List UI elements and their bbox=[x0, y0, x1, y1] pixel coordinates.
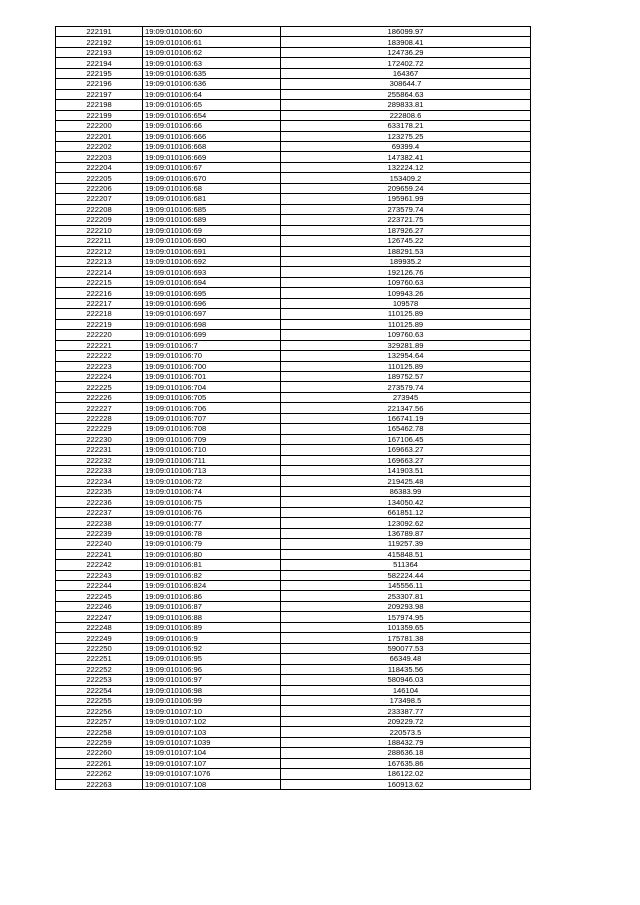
cadastral-number-cell: 19:09:010106:706 bbox=[143, 403, 281, 413]
cadastral-value-cell: 288636.18 bbox=[281, 748, 531, 758]
cadastral-number-cell: 19:09:010106:65 bbox=[143, 100, 281, 110]
cadastral-value-cell: 511364 bbox=[281, 560, 531, 570]
row-number-cell: 222219 bbox=[56, 319, 143, 329]
cadastral-number-cell: 19:09:010106:636 bbox=[143, 79, 281, 89]
table-row bbox=[56, 445, 531, 455]
table-row bbox=[56, 361, 531, 371]
cadastral-value-cell: 109760.63 bbox=[281, 277, 531, 287]
cadastral-value-cell: 220573.5 bbox=[281, 727, 531, 737]
cadastral-value-cell: 175781.38 bbox=[281, 633, 531, 643]
cadastral-number-cell: 19:09:010106:68 bbox=[143, 183, 281, 193]
table-row bbox=[56, 424, 531, 434]
cadastral-number-cell: 19:09:010106:66 bbox=[143, 121, 281, 131]
cadastral-value-cell: 253307.81 bbox=[281, 591, 531, 601]
table-row bbox=[56, 392, 531, 402]
table-row bbox=[56, 612, 531, 622]
row-number-cell: 222225 bbox=[56, 382, 143, 392]
cadastral-number-cell: 19:09:010107:10 bbox=[143, 706, 281, 716]
cadastral-value-cell: 590077.53 bbox=[281, 643, 531, 653]
table-row bbox=[56, 47, 531, 57]
row-number-cell: 222262 bbox=[56, 769, 143, 779]
table-row bbox=[56, 351, 531, 361]
row-number-cell: 222244 bbox=[56, 581, 143, 591]
table-row bbox=[56, 654, 531, 664]
cadastral-value-table-sheet bbox=[55, 26, 531, 790]
table-row bbox=[56, 204, 531, 214]
table-row bbox=[56, 685, 531, 695]
cadastral-number-cell: 19:09:010106:81 bbox=[143, 560, 281, 570]
cadastral-number-cell: 19:09:010106:79 bbox=[143, 539, 281, 549]
cadastral-number-cell: 19:09:010106:691 bbox=[143, 246, 281, 256]
row-number-cell: 222202 bbox=[56, 141, 143, 151]
table-row bbox=[56, 121, 531, 131]
row-number-cell: 222237 bbox=[56, 507, 143, 517]
cadastral-value-cell: 192126.76 bbox=[281, 267, 531, 277]
row-number-cell: 222213 bbox=[56, 256, 143, 266]
table-row bbox=[56, 748, 531, 758]
row-number-cell: 222247 bbox=[56, 612, 143, 622]
row-number-cell: 222227 bbox=[56, 403, 143, 413]
cadastral-value-cell: 219425.48 bbox=[281, 476, 531, 486]
table-row bbox=[56, 507, 531, 517]
cadastral-value-cell: 221347.56 bbox=[281, 403, 531, 413]
cadastral-number-cell: 19:09:010106:67 bbox=[143, 162, 281, 172]
row-number-cell: 222204 bbox=[56, 162, 143, 172]
cadastral-number-cell: 19:09:010106:699 bbox=[143, 330, 281, 340]
table-row bbox=[56, 298, 531, 308]
cadastral-number-cell: 19:09:010106:74 bbox=[143, 486, 281, 496]
cadastral-value-cell: 580946.03 bbox=[281, 675, 531, 685]
cadastral-number-cell: 19:09:010106:697 bbox=[143, 309, 281, 319]
row-number-cell: 222192 bbox=[56, 37, 143, 47]
table-row bbox=[56, 58, 531, 68]
table-row bbox=[56, 236, 531, 246]
table-row bbox=[56, 371, 531, 381]
table-row bbox=[56, 68, 531, 78]
cadastral-value-cell: 109578 bbox=[281, 298, 531, 308]
table-row bbox=[56, 769, 531, 779]
table-row bbox=[56, 37, 531, 47]
row-number-cell: 222232 bbox=[56, 455, 143, 465]
cadastral-value-cell: 110125.89 bbox=[281, 309, 531, 319]
cadastral-number-cell: 19:09:010106:76 bbox=[143, 507, 281, 517]
cadastral-value-cell: 255864.63 bbox=[281, 89, 531, 99]
cadastral-number-cell: 19:09:010106:707 bbox=[143, 413, 281, 423]
cadastral-number-cell: 19:09:010106:88 bbox=[143, 612, 281, 622]
cadastral-value-cell: 308644.7 bbox=[281, 79, 531, 89]
cadastral-value-cell: 86383.99 bbox=[281, 486, 531, 496]
row-number-cell: 222208 bbox=[56, 204, 143, 214]
table-row bbox=[56, 256, 531, 266]
cadastral-number-cell: 19:09:010106:695 bbox=[143, 288, 281, 298]
row-number-cell: 222243 bbox=[56, 570, 143, 580]
table-row bbox=[56, 486, 531, 496]
table-row bbox=[56, 382, 531, 392]
table-row bbox=[56, 215, 531, 225]
cadastral-value-cell: 119257.39 bbox=[281, 539, 531, 549]
table-row bbox=[56, 173, 531, 183]
cadastral-value-cell: 165462.78 bbox=[281, 424, 531, 434]
row-number-cell: 222199 bbox=[56, 110, 143, 120]
row-number-cell: 222254 bbox=[56, 685, 143, 695]
table-row bbox=[56, 779, 531, 789]
cadastral-number-cell: 19:09:010106:685 bbox=[143, 204, 281, 214]
row-number-cell: 222255 bbox=[56, 696, 143, 706]
table-row bbox=[56, 737, 531, 747]
row-number-cell: 222252 bbox=[56, 664, 143, 674]
cadastral-number-cell: 19:09:010106:654 bbox=[143, 110, 281, 120]
cadastral-value-cell: 186099.97 bbox=[281, 27, 531, 37]
row-number-cell: 222235 bbox=[56, 486, 143, 496]
row-number-cell: 222200 bbox=[56, 121, 143, 131]
cadastral-value-cell: 289833.81 bbox=[281, 100, 531, 110]
row-number-cell: 222211 bbox=[56, 236, 143, 246]
cadastral-value-cell: 101359.65 bbox=[281, 622, 531, 632]
cadastral-number-cell: 19:09:010106:92 bbox=[143, 643, 281, 653]
table-row bbox=[56, 434, 531, 444]
cadastral-value-cell: 273579.74 bbox=[281, 204, 531, 214]
table-row bbox=[56, 476, 531, 486]
row-number-cell: 222218 bbox=[56, 309, 143, 319]
cadastral-value-cell: 189752.57 bbox=[281, 371, 531, 381]
cadastral-number-cell: 19:09:010106:9 bbox=[143, 633, 281, 643]
row-number-cell: 222228 bbox=[56, 413, 143, 423]
cadastral-value-cell: 223721.75 bbox=[281, 215, 531, 225]
cadastral-value-cell: 124736.29 bbox=[281, 47, 531, 57]
table-row bbox=[56, 539, 531, 549]
cadastral-number-cell: 19:09:010106:635 bbox=[143, 68, 281, 78]
cadastral-value-cell: 273579.74 bbox=[281, 382, 531, 392]
cadastral-number-cell: 19:09:010107:104 bbox=[143, 748, 281, 758]
cadastral-number-cell: 19:09:010106:700 bbox=[143, 361, 281, 371]
cadastral-number-cell: 19:09:010106:690 bbox=[143, 236, 281, 246]
cadastral-number-cell: 19:09:010106:82 bbox=[143, 570, 281, 580]
cadastral-number-cell: 19:09:010106:70 bbox=[143, 351, 281, 361]
cadastral-value-cell: 188291.53 bbox=[281, 246, 531, 256]
cadastral-number-cell: 19:09:010106:689 bbox=[143, 215, 281, 225]
cadastral-number-cell: 19:09:010107:103 bbox=[143, 727, 281, 737]
cadastral-value-cell: 169663.27 bbox=[281, 445, 531, 455]
table-row bbox=[56, 549, 531, 559]
table-row bbox=[56, 758, 531, 768]
table-row bbox=[56, 162, 531, 172]
row-number-cell: 222206 bbox=[56, 183, 143, 193]
row-number-cell: 222260 bbox=[56, 748, 143, 758]
cadastral-number-cell: 19:09:010106:60 bbox=[143, 27, 281, 37]
table-row bbox=[56, 79, 531, 89]
table-row bbox=[56, 340, 531, 350]
row-number-cell: 222223 bbox=[56, 361, 143, 371]
cadastral-number-cell: 19:09:010107:107 bbox=[143, 758, 281, 768]
table-row bbox=[56, 141, 531, 151]
cadastral-number-cell: 19:09:010106:78 bbox=[143, 528, 281, 538]
row-number-cell: 222233 bbox=[56, 466, 143, 476]
row-number-cell: 222248 bbox=[56, 622, 143, 632]
cadastral-value-cell: 164367 bbox=[281, 68, 531, 78]
table-row bbox=[56, 706, 531, 716]
row-number-cell: 222205 bbox=[56, 173, 143, 183]
cadastral-number-cell: 19:09:010107:1076 bbox=[143, 769, 281, 779]
row-number-cell: 222249 bbox=[56, 633, 143, 643]
cadastral-value-cell: 141903.51 bbox=[281, 466, 531, 476]
row-number-cell: 222253 bbox=[56, 675, 143, 685]
cadastral-value-cell: 109943.26 bbox=[281, 288, 531, 298]
row-number-cell: 222231 bbox=[56, 445, 143, 455]
row-number-cell: 222198 bbox=[56, 100, 143, 110]
table-row bbox=[56, 110, 531, 120]
row-number-cell: 222251 bbox=[56, 654, 143, 664]
row-number-cell: 222256 bbox=[56, 706, 143, 716]
row-number-cell: 222246 bbox=[56, 601, 143, 611]
row-number-cell: 222212 bbox=[56, 246, 143, 256]
cadastral-number-cell: 19:09:010106:693 bbox=[143, 267, 281, 277]
table-row bbox=[56, 581, 531, 591]
cadastral-value-cell: 186122.02 bbox=[281, 769, 531, 779]
row-number-cell: 222236 bbox=[56, 497, 143, 507]
cadastral-value-cell: 69399.4 bbox=[281, 141, 531, 151]
row-number-cell: 222258 bbox=[56, 727, 143, 737]
table-row bbox=[56, 497, 531, 507]
cadastral-value-cell: 146104 bbox=[281, 685, 531, 695]
table-row bbox=[56, 696, 531, 706]
cadastral-number-cell: 19:09:010106:824 bbox=[143, 581, 281, 591]
cadastral-number-cell: 19:09:010106:80 bbox=[143, 549, 281, 559]
cadastral-value-cell: 160913.62 bbox=[281, 779, 531, 789]
cadastral-value-cell: 66349.48 bbox=[281, 654, 531, 664]
cadastral-number-cell: 19:09:010106:694 bbox=[143, 277, 281, 287]
cadastral-value-cell: 123092.62 bbox=[281, 518, 531, 528]
cadastral-value-cell: 187926.27 bbox=[281, 225, 531, 235]
cadastral-number-cell: 19:09:010106:98 bbox=[143, 685, 281, 695]
row-number-cell: 222224 bbox=[56, 371, 143, 381]
cadastral-value-cell: 209293.98 bbox=[281, 601, 531, 611]
row-number-cell: 222193 bbox=[56, 47, 143, 57]
row-number-cell: 222214 bbox=[56, 267, 143, 277]
table-row bbox=[56, 633, 531, 643]
cadastral-number-cell: 19:09:010106:63 bbox=[143, 58, 281, 68]
cadastral-value-cell: 157974.95 bbox=[281, 612, 531, 622]
row-number-cell: 222217 bbox=[56, 298, 143, 308]
cadastral-number-cell: 19:09:010106:64 bbox=[143, 89, 281, 99]
row-number-cell: 222238 bbox=[56, 518, 143, 528]
table-row bbox=[56, 27, 531, 37]
table-row bbox=[56, 528, 531, 538]
cadastral-number-cell: 19:09:010106:670 bbox=[143, 173, 281, 183]
cadastral-value-cell: 123275.25 bbox=[281, 131, 531, 141]
table-row bbox=[56, 288, 531, 298]
row-number-cell: 222250 bbox=[56, 643, 143, 653]
table-row bbox=[56, 455, 531, 465]
table-row bbox=[56, 518, 531, 528]
cadastral-value-cell: 136789.87 bbox=[281, 528, 531, 538]
cadastral-value-cell: 126745.22 bbox=[281, 236, 531, 246]
cadastral-value-cell: 273945 bbox=[281, 392, 531, 402]
row-number-cell: 222241 bbox=[56, 549, 143, 559]
cadastral-number-cell: 19:09:010106:96 bbox=[143, 664, 281, 674]
row-number-cell: 222194 bbox=[56, 58, 143, 68]
cadastral-value-cell: 109760.63 bbox=[281, 330, 531, 340]
cadastral-number-cell: 19:09:010106:87 bbox=[143, 601, 281, 611]
cadastral-value-cell: 166741.19 bbox=[281, 413, 531, 423]
cadastral-number-cell: 19:09:010106:696 bbox=[143, 298, 281, 308]
table-row bbox=[56, 466, 531, 476]
row-number-cell: 222263 bbox=[56, 779, 143, 789]
table-row bbox=[56, 131, 531, 141]
table-row bbox=[56, 560, 531, 570]
cadastral-number-cell: 19:09:010106:711 bbox=[143, 455, 281, 465]
cadastral-number-cell: 19:09:010106:692 bbox=[143, 256, 281, 266]
table-row bbox=[56, 246, 531, 256]
table-row bbox=[56, 591, 531, 601]
table-row bbox=[56, 183, 531, 193]
table-row bbox=[56, 675, 531, 685]
cadastral-value-cell: 147382.41 bbox=[281, 152, 531, 162]
row-number-cell: 222209 bbox=[56, 215, 143, 225]
row-number-cell: 222240 bbox=[56, 539, 143, 549]
table-row bbox=[56, 319, 531, 329]
table-row bbox=[56, 267, 531, 277]
table-row bbox=[56, 664, 531, 674]
cadastral-value-cell: 329281.89 bbox=[281, 340, 531, 350]
table-row bbox=[56, 277, 531, 287]
row-number-cell: 222222 bbox=[56, 351, 143, 361]
cadastral-value-cell: 209229.72 bbox=[281, 716, 531, 726]
cadastral-value-cell: 132224.12 bbox=[281, 162, 531, 172]
cadastral-number-cell: 19:09:010106:701 bbox=[143, 371, 281, 381]
row-number-cell: 222196 bbox=[56, 79, 143, 89]
cadastral-value-cell: 222808.6 bbox=[281, 110, 531, 120]
cadastral-number-cell: 19:09:010106:705 bbox=[143, 392, 281, 402]
row-number-cell: 222220 bbox=[56, 330, 143, 340]
table-row bbox=[56, 570, 531, 580]
cadastral-number-cell: 19:09:010107:102 bbox=[143, 716, 281, 726]
table-row bbox=[56, 225, 531, 235]
cadastral-value-cell: 183908.41 bbox=[281, 37, 531, 47]
cadastral-number-cell: 19:09:010106:69 bbox=[143, 225, 281, 235]
cadastral-value-cell: 661851.12 bbox=[281, 507, 531, 517]
cadastral-number-cell: 19:09:010106:709 bbox=[143, 434, 281, 444]
cadastral-value-cell: 118435.56 bbox=[281, 664, 531, 674]
row-number-cell: 222221 bbox=[56, 340, 143, 350]
cadastral-number-cell: 19:09:010106:7 bbox=[143, 340, 281, 350]
cadastral-value-cell: 195961.99 bbox=[281, 194, 531, 204]
cadastral-value-cell: 415848.51 bbox=[281, 549, 531, 559]
row-number-cell: 222207 bbox=[56, 194, 143, 204]
cadastral-value-cell: 153409.2 bbox=[281, 173, 531, 183]
cadastral-value-cell: 145556.11 bbox=[281, 581, 531, 591]
row-number-cell: 222259 bbox=[56, 737, 143, 747]
cadastral-number-cell: 19:09:010106:713 bbox=[143, 466, 281, 476]
cadastral-number-cell: 19:09:010106:95 bbox=[143, 654, 281, 664]
cadastral-number-cell: 19:09:010106:669 bbox=[143, 152, 281, 162]
table-row bbox=[56, 152, 531, 162]
cadastral-number-cell: 19:09:010106:710 bbox=[143, 445, 281, 455]
row-number-cell: 222242 bbox=[56, 560, 143, 570]
cadastral-value-cell: 188432.79 bbox=[281, 737, 531, 747]
cadastral-number-cell: 19:09:010106:666 bbox=[143, 131, 281, 141]
cadastral-value-cell: 110125.89 bbox=[281, 319, 531, 329]
row-number-cell: 222229 bbox=[56, 424, 143, 434]
cadastral-value-cell: 132954.64 bbox=[281, 351, 531, 361]
row-number-cell: 222195 bbox=[56, 68, 143, 78]
row-number-cell: 222197 bbox=[56, 89, 143, 99]
table-row bbox=[56, 403, 531, 413]
table-row bbox=[56, 643, 531, 653]
cadastral-number-cell: 19:09:010106:86 bbox=[143, 591, 281, 601]
cadastral-number-cell: 19:09:010106:97 bbox=[143, 675, 281, 685]
row-number-cell: 222239 bbox=[56, 528, 143, 538]
cadastral-value-cell: 169663.27 bbox=[281, 455, 531, 465]
table-row bbox=[56, 100, 531, 110]
row-number-cell: 222210 bbox=[56, 225, 143, 235]
table-row bbox=[56, 727, 531, 737]
table-row bbox=[56, 413, 531, 423]
cadastral-number-cell: 19:09:010106:75 bbox=[143, 497, 281, 507]
row-number-cell: 222261 bbox=[56, 758, 143, 768]
cadastral-number-cell: 19:09:010106:708 bbox=[143, 424, 281, 434]
cadastral-number-cell: 19:09:010106:72 bbox=[143, 476, 281, 486]
cadastral-number-cell: 19:09:010106:61 bbox=[143, 37, 281, 47]
row-number-cell: 222216 bbox=[56, 288, 143, 298]
table-row bbox=[56, 622, 531, 632]
cadastral-value-cell: 189935.2 bbox=[281, 256, 531, 266]
table-row bbox=[56, 716, 531, 726]
row-number-cell: 222203 bbox=[56, 152, 143, 162]
table-row bbox=[56, 309, 531, 319]
cadastral-number-cell: 19:09:010106:704 bbox=[143, 382, 281, 392]
table-row bbox=[56, 89, 531, 99]
cadastral-number-cell: 19:09:010106:668 bbox=[143, 141, 281, 151]
cadastral-value-cell: 110125.89 bbox=[281, 361, 531, 371]
row-number-cell: 222245 bbox=[56, 591, 143, 601]
table-row bbox=[56, 330, 531, 340]
cadastral-value-cell: 233387.77 bbox=[281, 706, 531, 716]
cadastral-value-cell: 209659.24 bbox=[281, 183, 531, 193]
row-number-cell: 222191 bbox=[56, 27, 143, 37]
cadastral-value-cell: 173498.5 bbox=[281, 696, 531, 706]
cadastral-value-cell: 134050.42 bbox=[281, 497, 531, 507]
cadastral-number-cell: 19:09:010107:108 bbox=[143, 779, 281, 789]
cadastral-number-cell: 19:09:010107:1039 bbox=[143, 737, 281, 747]
cadastral-value-cell: 633178.21 bbox=[281, 121, 531, 131]
row-number-cell: 222226 bbox=[56, 392, 143, 402]
cadastral-number-cell: 19:09:010106:698 bbox=[143, 319, 281, 329]
cadastral-value-cell: 167106.45 bbox=[281, 434, 531, 444]
cadastral-number-cell: 19:09:010106:77 bbox=[143, 518, 281, 528]
cadastral-number-cell: 19:09:010106:62 bbox=[143, 47, 281, 57]
cadastral-number-cell: 19:09:010106:681 bbox=[143, 194, 281, 204]
row-number-cell: 222230 bbox=[56, 434, 143, 444]
row-number-cell: 222234 bbox=[56, 476, 143, 486]
row-number-cell: 222215 bbox=[56, 277, 143, 287]
row-number-cell: 222257 bbox=[56, 716, 143, 726]
table-body bbox=[56, 27, 531, 790]
cadastral-number-cell: 19:09:010106:99 bbox=[143, 696, 281, 706]
row-number-cell: 222201 bbox=[56, 131, 143, 141]
cadastral-value-table bbox=[55, 26, 531, 790]
cadastral-number-cell: 19:09:010106:89 bbox=[143, 622, 281, 632]
cadastral-value-cell: 582224.44 bbox=[281, 570, 531, 580]
cadastral-value-cell: 172402.72 bbox=[281, 58, 531, 68]
cadastral-value-cell: 167635.86 bbox=[281, 758, 531, 768]
table-row bbox=[56, 601, 531, 611]
table-row bbox=[56, 194, 531, 204]
